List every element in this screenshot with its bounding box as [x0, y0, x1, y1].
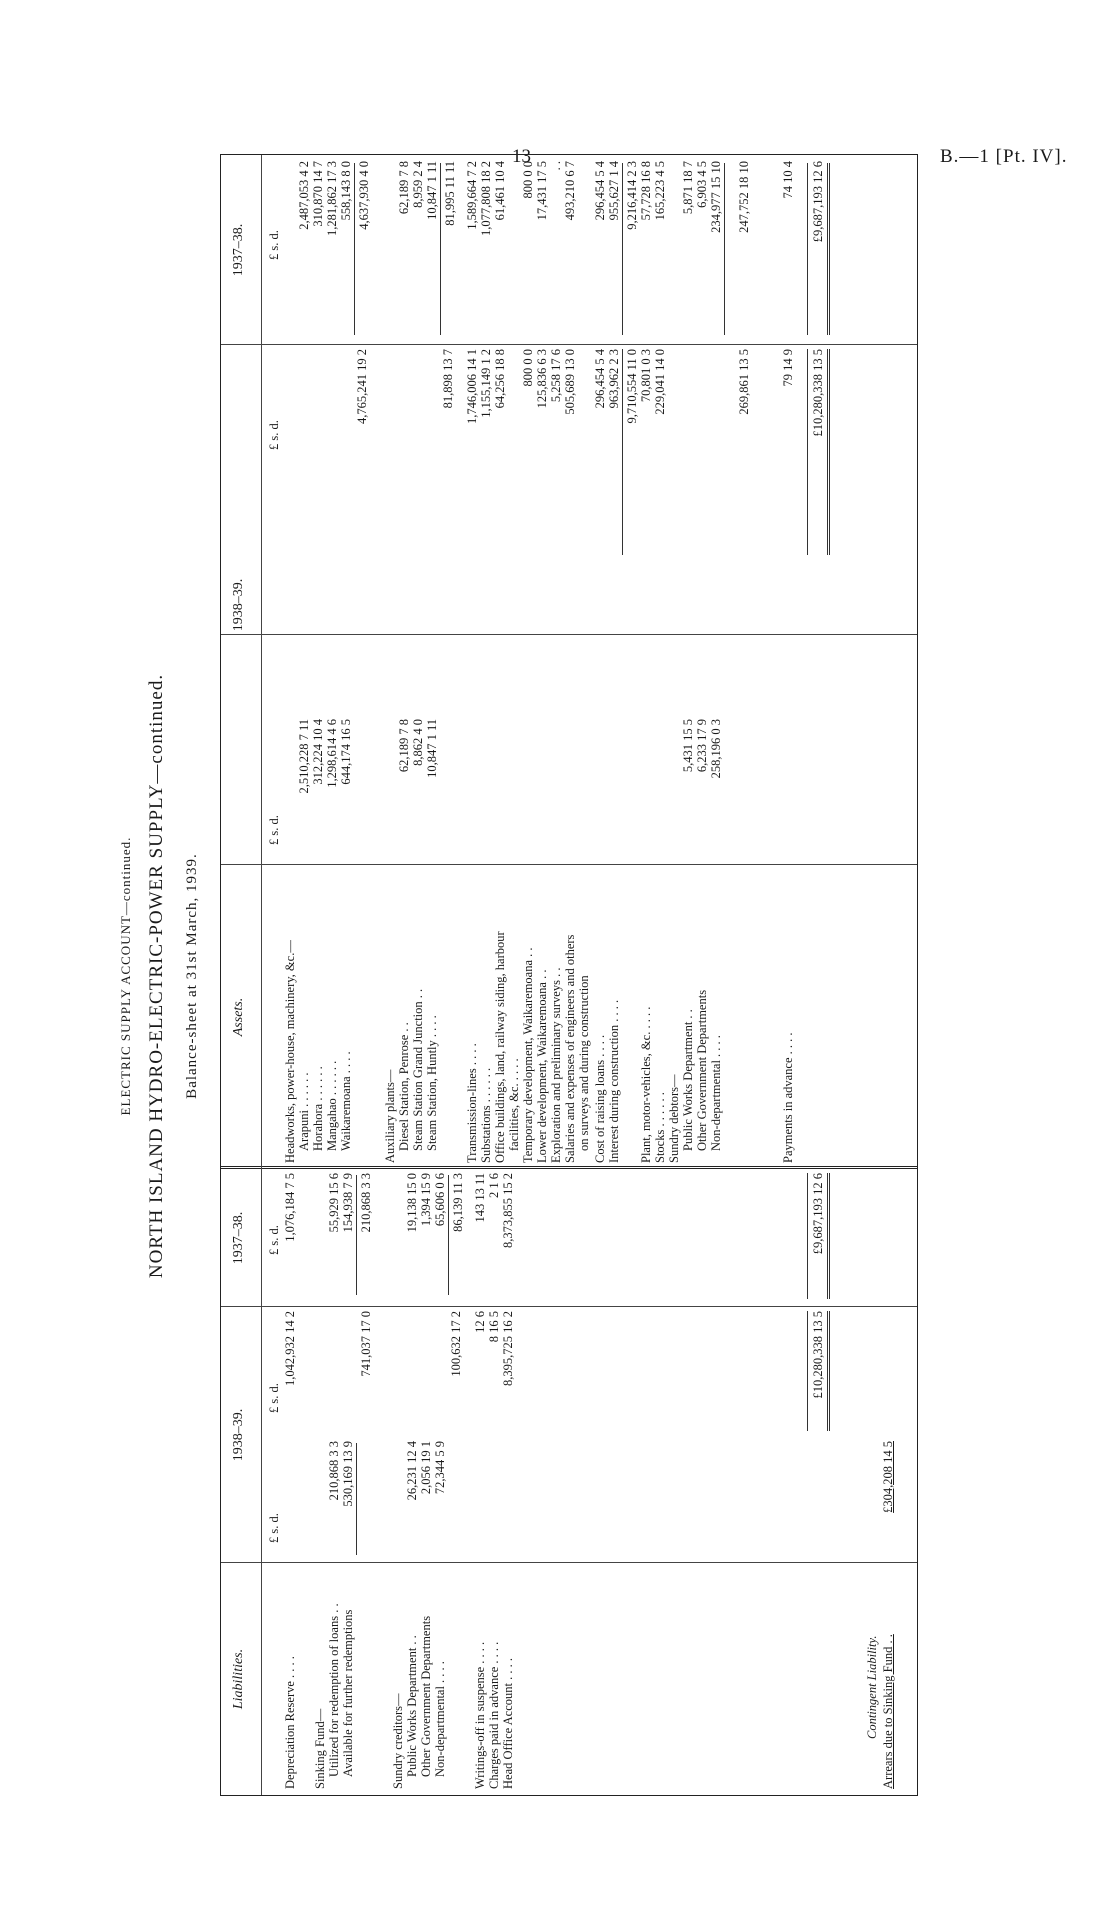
cost-raising-loans-1938: 296,454 5 4 [593, 161, 607, 221]
assets-total-1938: £9,687,193 12 6 [811, 161, 825, 243]
sundry-creditors-label: Sundry creditors— [391, 1693, 405, 1789]
assets-total-1939: £10,280,338 13 5 [811, 349, 825, 437]
subtotal-rule [356, 1443, 357, 1555]
temporary-development-1939: 800 0 0 [521, 349, 535, 387]
pwd-1938: 19,138 15 0 [405, 1173, 419, 1233]
plant-label: Plant, motor-vehicles, &c. . . . . [639, 1006, 653, 1163]
writings-off-1939: 12 6 [473, 1311, 487, 1333]
salaries-label-2: on surveys and during construction [577, 975, 591, 1151]
liabilities-1938-heading: 1937–38. [231, 1211, 246, 1265]
sinking-fund-label: Sinking Fund— [313, 1708, 327, 1789]
lsd-label: £ s. d. [267, 1513, 281, 1543]
waikaremoana-1938: 558,143 8 0 [339, 161, 353, 221]
waikaremoana-1939: 644,174 16 5 [339, 719, 353, 785]
subtotal-rule [622, 349, 623, 555]
head-office-1939: 8,395,725 16 2 [501, 1311, 515, 1386]
total-rule [807, 163, 808, 335]
page-reference: B.—1 [Pt. IV]. [940, 146, 1068, 167]
stocks-1939: 229,041 14 0 [653, 349, 667, 415]
stocks-1938: 165,223 4 5 [653, 161, 667, 221]
depreciation-reserve-1939: 1,042,932 14 2 [283, 1311, 297, 1386]
total-double-rule [827, 1173, 830, 1299]
exploration-1938: . . [549, 161, 563, 171]
lower-development-1938: 17,431 17 5 [535, 161, 549, 221]
depreciation-reserve-1938: 1,076,184 7 5 [283, 1173, 297, 1242]
column-rule [221, 864, 917, 865]
writings-off-1938: 143 13 11 [473, 1173, 487, 1223]
available-label: Available for further redemptions [341, 1609, 355, 1777]
ogd-label: Other Government Departments [419, 1615, 433, 1777]
debtors-pwd-1939: 5,431 15 5 [681, 719, 695, 773]
debtors-ogd-label: Other Government Departments [695, 989, 709, 1151]
sundry-debtors-total-1939: 269,861 13 5 [737, 349, 751, 415]
mangahao-1938: 1,281,862 17 3 [325, 161, 339, 236]
column-rule [221, 1562, 917, 1563]
cost-raising-loans-label: Cost of raising loans . . . . [593, 1034, 607, 1163]
subtotal-rule [440, 163, 441, 335]
available-1939: 530,169 13 9 [341, 1441, 355, 1507]
pwd-1939: 26,231 12 4 [405, 1441, 419, 1501]
utilized-1939: 210,868 3 3 [327, 1441, 341, 1501]
subtotal-rule [448, 1175, 449, 1295]
huntly-1939: 10,847 1 11 [425, 719, 439, 778]
total-rule [807, 1311, 808, 1431]
balance-sheet-table [220, 154, 918, 1796]
head-office-1938: 8,373,855 15 2 [501, 1173, 515, 1248]
sundry-creditors-total-1939: 100,632 17 2 [449, 1311, 463, 1377]
pwd-label: Public Works Department . . [405, 1635, 419, 1777]
charges-paid-1939: 8 16 5 [487, 1311, 501, 1343]
fixed-assets-total-1939: 9,710,554 11 0 [625, 349, 639, 424]
account-heading: ELECTRIC SUPPLY ACCOUNT—continued. [118, 836, 133, 1116]
sundry-creditors-total-1938: 86,139 11 3 [451, 1173, 465, 1232]
interest-construction-label: Interest during construction . . . . [607, 999, 621, 1163]
auxiliary-total-1939: 81,898 13 7 [441, 349, 455, 409]
lsd-label: £ s. d. [267, 1225, 281, 1255]
sinking-fund-total-1939: 741,037 17 0 [359, 1311, 373, 1377]
exploration-1939: 5,258 17 6 [549, 349, 563, 403]
lower-development-1939: 125,836 6 3 [535, 349, 549, 409]
grand-junction-1939: 8,862 4 0 [411, 719, 425, 766]
office-buildings-1938: 61,461 10 4 [493, 161, 507, 221]
stocks-label: Stocks . . . . . . [653, 1092, 667, 1163]
available-1938: 154,938 7 9 [341, 1173, 355, 1233]
column-rule [221, 1306, 917, 1307]
grand-junction-1938: 8,959 2 4 [411, 161, 425, 208]
office-buildings-1939: 64,256 18 8 [493, 349, 507, 409]
waikaremoana-label: Waikaremoana . . . . [339, 1051, 353, 1151]
plant-1939: 70,801 0 3 [639, 349, 653, 403]
interest-construction-1938: 955,627 1 4 [607, 161, 621, 221]
debtors-ogd-1939: 6,233 17 9 [695, 719, 709, 773]
assets-1939-heading: 1938–39. [231, 578, 246, 632]
column-rule [221, 344, 917, 345]
temporary-development-1938: 800 0 0 [521, 161, 535, 199]
temporary-development-label: Temporary development, Waikaremoana . . [521, 947, 535, 1163]
headworks-label: Headworks, power-house, machinery, &c.— [283, 940, 297, 1163]
depreciation-reserve-label: Depreciation Reserve . . . . [283, 1656, 297, 1789]
substations-1938: 1,077,808 18 2 [479, 161, 493, 236]
writings-off-label: Writings-off in suspense . . . . [473, 1641, 487, 1789]
sinking-fund-total-1938: 210,868 3 3 [359, 1173, 373, 1233]
transmission-lines-label: Transmission-lines . . . . [465, 1043, 479, 1163]
horahora-1938: 310,870 14 7 [311, 161, 325, 227]
liabilities-total-1939: £10,280,338 13 5 [811, 1311, 825, 1399]
debtors-ogd-1938: 6,903 4 5 [695, 161, 709, 208]
payments-advance-1938: 74 10 4 [781, 161, 795, 199]
sundry-debtors-total-1938: 247,752 18 10 [737, 161, 751, 233]
lsd-label: £ s. d. [267, 420, 281, 450]
document-title: NORTH ISLAND HYDRO-ELECTRIC-POWER SUPPLY—continued. [146, 673, 167, 1279]
subtotal-rule [622, 163, 623, 335]
salaries-1939: 505,689 13 0 [563, 349, 577, 415]
subtotal-rule [724, 163, 725, 335]
lsd-label: £ s. d. [267, 815, 281, 845]
debtors-pwd-label: Public Works Department . . [681, 1009, 695, 1151]
diesel-label: Diesel Station, Penrose . . [397, 1022, 411, 1151]
plant-1938: 57,728 16 8 [639, 161, 653, 221]
utilized-1938: 55,929 15 6 [327, 1173, 341, 1233]
horahora-1939: 312,224 10 4 [311, 719, 325, 785]
huntly-1938: 10,847 1 11 [425, 161, 439, 220]
subtotal-rule [354, 163, 355, 335]
auxiliary-total-1938: 81,995 11 11 [443, 161, 457, 226]
arrears-1939: £304,208 14 5 [881, 1441, 895, 1513]
transmission-lines-1938: 1,589,664 7 2 [465, 161, 479, 230]
total-double-rule [827, 163, 830, 335]
charges-paid-label: Charges paid in advance . . . . [487, 1641, 501, 1789]
lsd-label: £ s. d. [267, 1383, 281, 1413]
non-departmental-label: Non-departmental . . . . [433, 1661, 447, 1777]
auxiliary-plants-label: Auxiliary plants— [383, 1069, 397, 1163]
fixed-assets-total-1938: 9,216,414 2 3 [625, 161, 639, 230]
page-number: 13 [512, 146, 531, 167]
header-rule [261, 155, 262, 1795]
interest-construction-1939: 963,962 2 3 [607, 349, 621, 409]
salaries-1938: 493,210 6 7 [563, 161, 577, 221]
ogd-1939: 2,056 19 1 [419, 1441, 433, 1495]
salaries-label: Salaries and expenses of engineers and others [563, 934, 577, 1163]
liabilities-heading: Liabilities. [231, 1648, 246, 1710]
debtors-pwd-1938: 5,871 18 7 [681, 161, 695, 215]
huntly-label: Steam Station, Huntly . . . . [425, 1015, 439, 1151]
balance-sheet-rotated [110, 156, 970, 1796]
arapuni-label: Arapuni . . . . . . [297, 1072, 311, 1151]
head-office-label: Head Office Account . . . . [501, 1658, 515, 1789]
substations-label: Substations . . . . . . [479, 1067, 493, 1163]
non-departmental-1939: 72,344 5 9 [433, 1441, 447, 1495]
horahora-label: Horahora . . . . . . [311, 1066, 325, 1151]
office-buildings-label-2: facilities, &c. . . . . [507, 1058, 521, 1151]
liabilities-1939-heading: 1938–39. [231, 1408, 246, 1462]
mangahao-1939: 1,298,614 4 6 [325, 719, 339, 788]
diesel-1938: 62,189 7 8 [397, 161, 411, 215]
total-rule [807, 349, 808, 555]
arapuni-1938: 2,487,053 4 2 [297, 161, 311, 230]
non-departmental-1938: 65,606 0 6 [433, 1173, 447, 1227]
balance-sheet-subtitle: Balance-sheet at 31st March, 1939. [184, 853, 200, 1099]
charges-paid-1938: 2 1 6 [487, 1173, 501, 1198]
office-buildings-label: Office buildings, land, railway siding, harbour [493, 931, 507, 1163]
mangahao-label: Mangahao . . . . . . [325, 1060, 339, 1151]
headworks-total-1939: 4,765,241 19 2 [355, 349, 369, 424]
cost-raising-loans-1939: 296,454 5 4 [593, 349, 607, 409]
exploration-label: Exploration and preliminary surveys . . [549, 967, 563, 1163]
total-double-rule [827, 1311, 830, 1431]
contingent-liability-heading: Contingent Liability. [865, 1635, 879, 1739]
liabilities-total-1938: £9,687,193 12 6 [811, 1173, 825, 1255]
total-rule [807, 1173, 808, 1299]
debtors-non-departmental-1938: 234,977 15 10 [709, 161, 723, 233]
transmission-lines-1939: 1,746,006 14 1 [465, 349, 479, 424]
subtotal-rule [356, 1175, 357, 1295]
headworks-total-1938: 4,637,930 4 0 [357, 161, 371, 230]
total-double-rule [827, 349, 830, 555]
utilized-label: Utilized for redemption of loans . . [327, 1603, 341, 1777]
substations-1939: 1,155,149 1 2 [479, 349, 493, 418]
assets-1938-heading: 1937–38. [231, 223, 246, 277]
lsd-label: £ s. d. [267, 230, 281, 260]
debtors-non-departmental-1939: 258,196 0 3 [709, 719, 723, 779]
arrears-label: Arrears due to Sinking Fund . . [881, 1634, 895, 1789]
column-rule [221, 1166, 917, 1169]
arapuni-1939: 2,510,228 7 11 [297, 719, 311, 794]
grand-junction-label: Steam Station Grand Junction . . [411, 988, 425, 1151]
column-rule [221, 634, 917, 635]
lower-development-label: Lower development, Waikaremoana . . [535, 969, 549, 1163]
payments-advance-label: Payments in advance . . . . [781, 1032, 795, 1163]
debtors-non-departmental-label: Non-departmental . . . . [709, 1035, 723, 1151]
ogd-1938: 1,394 15 9 [419, 1173, 433, 1227]
diesel-1939: 62,189 7 8 [397, 719, 411, 773]
sundry-debtors-label: Sundry debtors— [667, 1074, 681, 1163]
assets-heading: Assets. [231, 997, 246, 1037]
payments-advance-1939: 79 14 9 [781, 349, 795, 387]
